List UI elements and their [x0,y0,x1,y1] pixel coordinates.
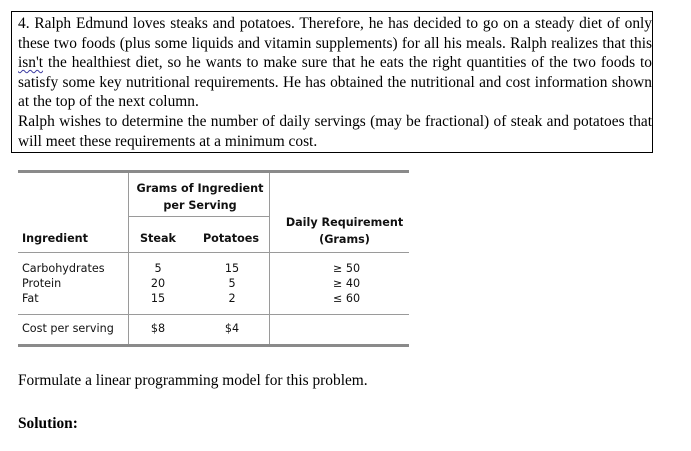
potatoes-value: 2 [228,292,236,305]
steak-value: 20 [150,277,166,290]
daily-requirement-header: (Grams) [319,233,370,246]
problem-paragraph-1 [18,14,652,112]
potatoes-cost: $4 [224,322,240,335]
steak-value: 5 [154,262,162,275]
steak-value: 15 [150,292,166,305]
solution-label: Solution: [18,415,78,432]
potatoes-header: Potatoes [202,232,260,245]
requirement-value: ≥ 50 [333,262,361,275]
potatoes-value: 5 [228,277,236,290]
group-header: per Serving [163,199,237,212]
table-divider [18,252,409,253]
table-top-rule [18,170,409,173]
instruction-text: Formulate a linear programming model for this problem. [18,372,368,389]
table-divider [18,314,409,315]
group-header: Grams of Ingredient [136,182,264,195]
problem-text-part: the healthiest diet, so he wants to make sure that he eats the right quantities of the two foods to satisfy some key nutritional requirements. He has obtained the nutritional and cost information shown at the top of the next column. [18,54,652,111]
steak-header: Steak [140,232,176,245]
spellcheck-word: isn't [18,54,44,72]
problem-text [18,14,652,151]
table-bottom-rule [18,344,409,347]
cost-label: Cost per serving [22,322,114,335]
table-divider [128,173,129,344]
requirement-value: ≥ 40 [333,277,361,290]
requirement-value: ≤ 60 [333,292,361,305]
problem-text-part: 4. Ralph Edmund loves steaks and potatoes. Therefore, he has decided to go on a steady diet of only these two foods (plus some liquids and vitamin supplements) for all his meals. Ralph realizes that this [18,15,652,52]
steak-cost: $8 [150,322,166,335]
ingredient-name: Protein [22,277,62,290]
problem-paragraph-2: Ralph wishes to determine the number of daily servings (may be fractional) of steak and potatoes that will meet these requirements at a minimum cost. [18,112,652,150]
daily-requirement-header: Daily Requirement [285,216,404,229]
ingredient-name: Carbohydrates [22,262,105,275]
potatoes-value: 15 [224,262,240,275]
table-divider [128,216,269,217]
ingredient-header: Ingredient [22,232,88,245]
ingredient-name: Fat [22,292,39,305]
